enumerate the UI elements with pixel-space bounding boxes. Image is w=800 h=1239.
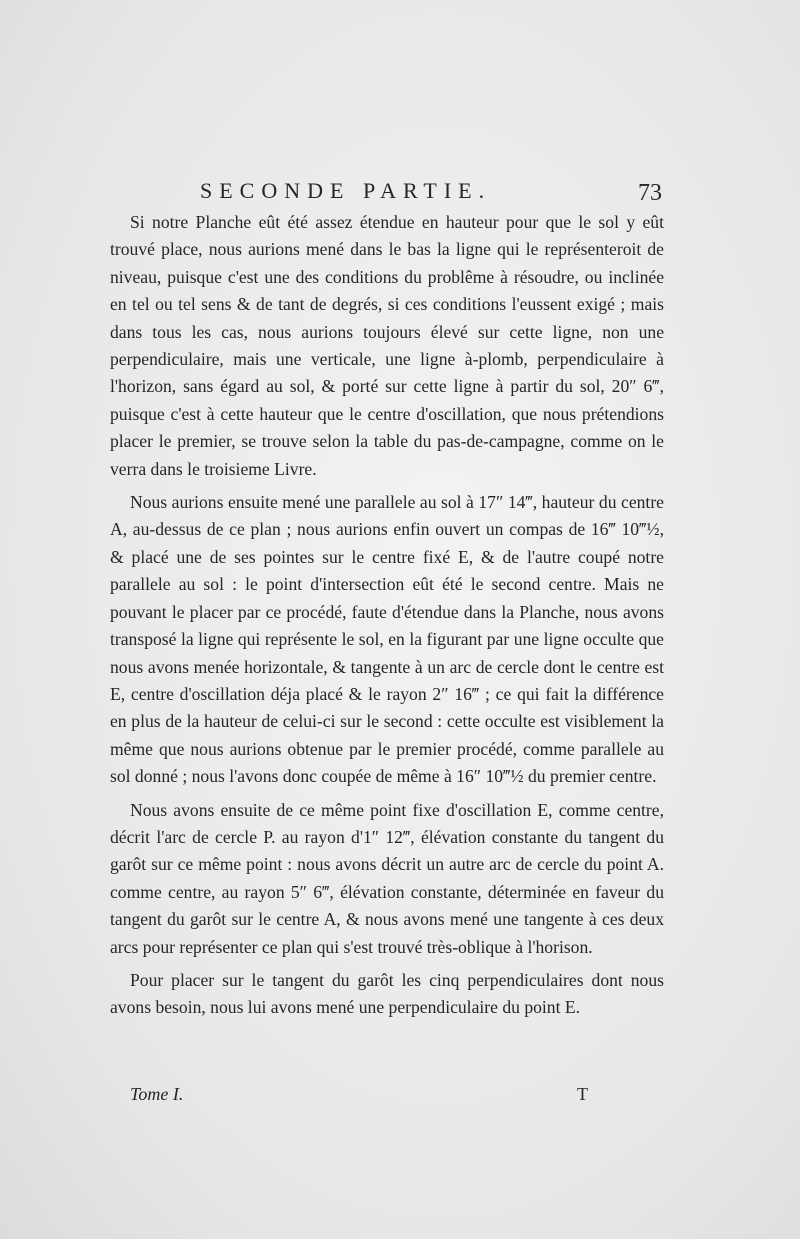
body-text [110,209,664,1028]
paragraph: Nous aurions ensuite mené une parallele au sol à 17″ 14‴, hauteur du centre A, au-dessus de ce plan ; nous aurions enfin ouvert un compas de 16‴ 10‴½, & placé une de ses pointes sur le centre fixé E, & de l'autre coupé notre parallele au sol : le point d'intersection eût été le second centre. Mais ne pouvant le placer par ce procédé, faute d'étendue dans la Planche, nous avons transposé la ligne qui représente le sol, en la figurant par une ligne occulte que nous avons menée horizontale, & tangente à un arc de cercle dont le centre est E, centre d'oscillation déja placé & le rayon 2″ 16‴ ; ce qui fait la différence en plus de la hauteur de celui-ci sur le second : cette occulte est visiblement la même que nous aurions obtenue par le premier procédé, comme parallele au sol donné ; nous l'avons donc coupée de même à 16″ 10‴½ du premier centre. [110,492,664,787]
page-header [128,178,662,212]
page-footer [130,1084,588,1114]
signature-mark: T [577,1084,588,1104]
paragraph: Si notre Planche eût été assez étendue en hauteur pour que le sol y eût trouvé place, nous aurions mené dans le bas la ligne qui le représenteroit de niveau, puisque c'est une des conditions du problême à résoudre, ou inclinée en tel ou tel sens & de tant de degrés, si ces conditions l'eussent exigé ; mais dans tous les cas, nous aurions toujours élevé sur cette ligne, non une perpendiculaire, mais une verticale, une ligne à-plomb, perpendiculaire à l'horizon, sans égard au sol, & porté sur cette ligne à partir du sol, 20″ 6‴, puisque c'est à cette hauteur que le centre d'oscillation, que nous prétendions placer le premier, se trouve selon la table du pas-de-campagne, comme on le verra dans le troisieme Livre. [110,212,664,479]
page-number: 73 [638,180,662,206]
paragraph: Pour placer sur le tangent du garôt les cinq perpendiculaires dont nous avons besoin, nous lui avons mené une perpendiculaire du point E. [110,969,664,1018]
running-head: SECONDE PARTIE. [200,178,492,203]
paragraph: Nous avons ensuite de ce même point fixe d'oscillation E, comme centre, décrit l'arc de cercle P. au rayon d'1″ 12‴, élévation constante du tangent du garôt sur ce même point : nous avons décrit un autre arc de cercle du point A. comme centre, au rayon 5″ 6‴, élévation constante, déterminée en faveur du tangent du garôt sur le centre A, & nous avons mené une tangente à ces deux arcs pour représenter ce plan qui s'est trouvé très-oblique à l'horison. [110,799,664,957]
volume-label: Tome I. [130,1084,184,1104]
